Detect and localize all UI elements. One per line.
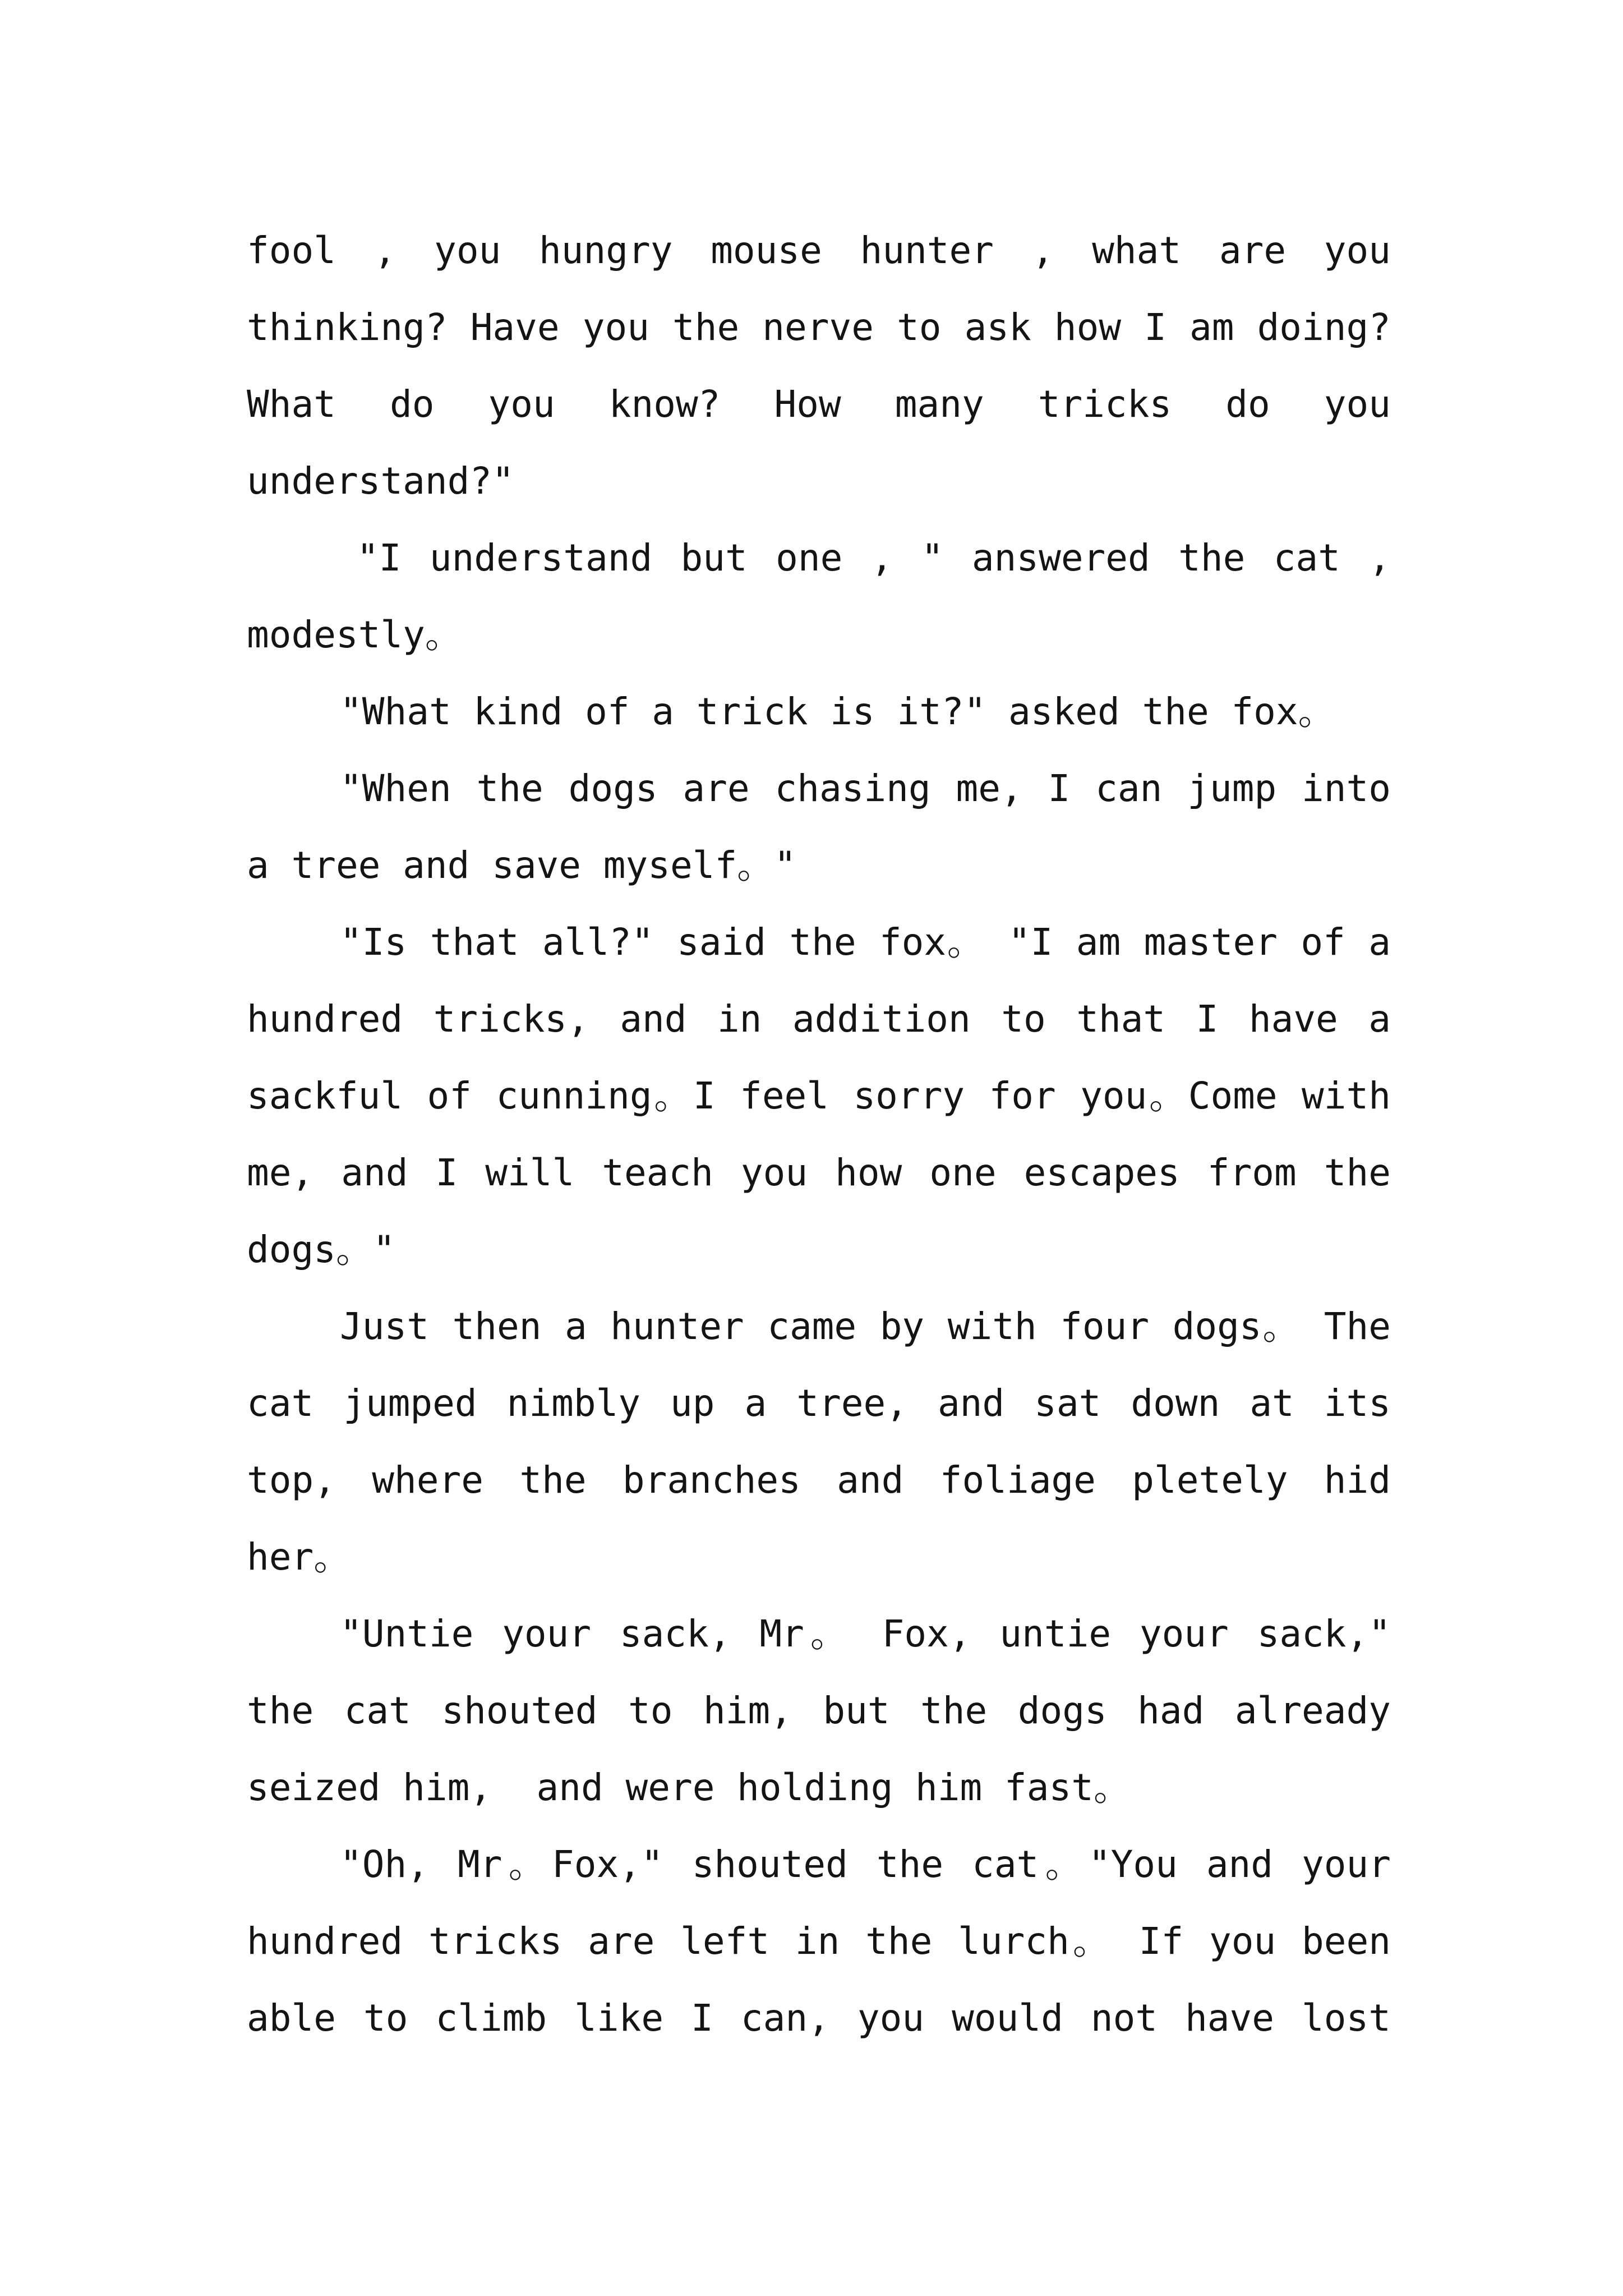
- text-line: dogs。": [247, 1228, 395, 1271]
- text-line: "I understand but one , " answered the cat ,: [357, 536, 1391, 579]
- text-line: top, where the branches and foliage pletely hid: [247, 1458, 1391, 1502]
- text-line: "When the dogs are chasing me, I can jump into: [340, 767, 1391, 810]
- text-line: understand?": [247, 459, 514, 503]
- text-line: "Untie your sack, Mr。 Fox, untie your sack,": [340, 1612, 1391, 1655]
- text-line: What do you know? How many tricks do you: [247, 383, 1391, 426]
- text-line: seized him, and were holding him fast。: [247, 1766, 1131, 1809]
- text-line: hundred tricks are left in the lurch。 If you been: [247, 1920, 1391, 1963]
- text-line: thinking? Have you the nerve to ask how I am doing?: [247, 306, 1391, 349]
- text-line: "What kind of a trick is it?" asked the fox。: [340, 690, 1335, 733]
- text-line: me, and I will teach you how one escapes from the: [247, 1151, 1391, 1194]
- text-line: "Is that all?" said the fox。 "I am master of a: [340, 921, 1391, 964]
- text-line: able to climb like I can, you would not have lost: [247, 1996, 1391, 2040]
- text-line: sackful of cunning。I feel sorry for you。Come with: [247, 1074, 1391, 1117]
- text-line: cat jumped nimbly up a tree, and sat down at its: [247, 1382, 1391, 1425]
- text-line: a tree and save myself。": [247, 844, 796, 887]
- text-line: modestly。: [247, 613, 462, 656]
- text-line: fool , you hungry mouse hunter , what are you: [247, 229, 1391, 272]
- text-line: "Oh, Mr。Fox," shouted the cat。"You and your: [340, 1843, 1391, 1886]
- text-line: Just then a hunter came by with four dogs。 The: [340, 1305, 1391, 1348]
- text-line: her。: [247, 1535, 351, 1579]
- text-line: hundred tricks, and in addition to that I have a: [247, 997, 1391, 1041]
- body-text: [247, 212, 1391, 2056]
- text-line: the cat shouted to him, but the dogs had already: [247, 1689, 1391, 1732]
